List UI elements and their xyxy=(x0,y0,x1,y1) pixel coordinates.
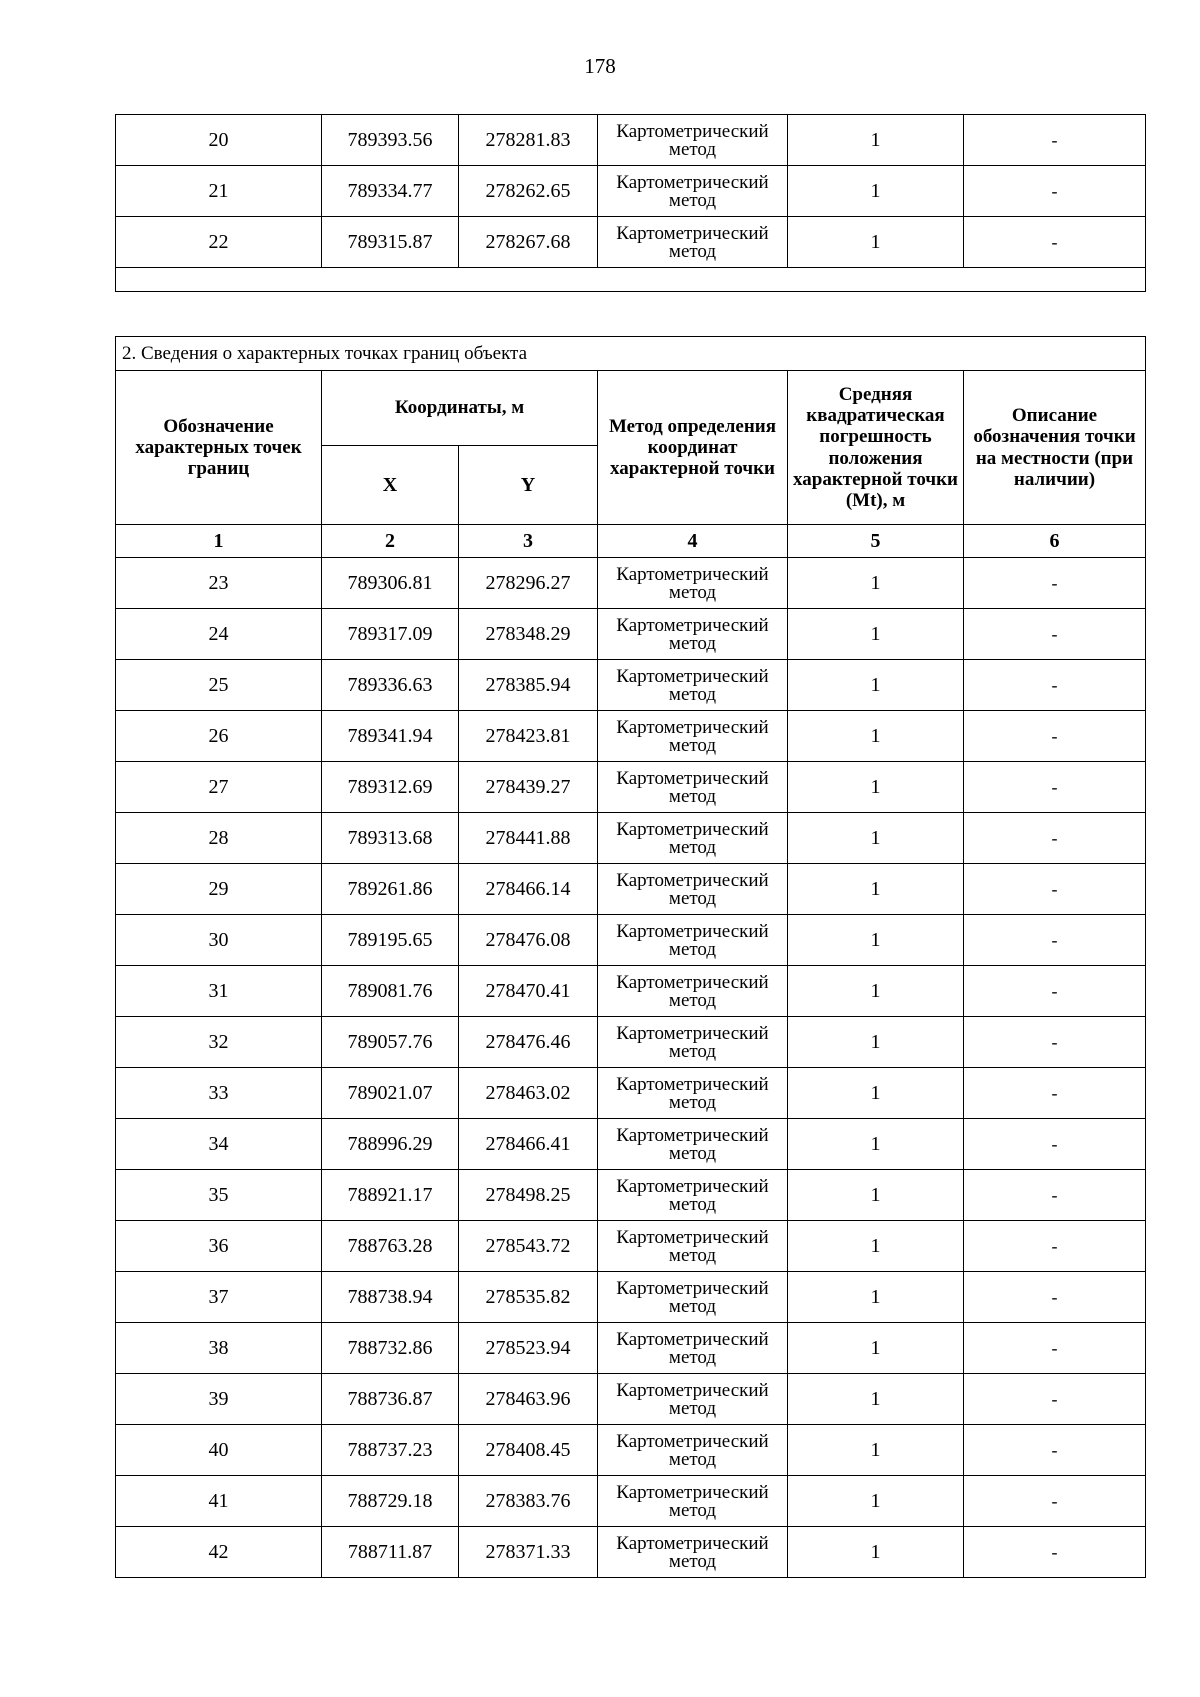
header-error: Средняя квадратическая погрешность положения характерной точки (Mt), м xyxy=(788,371,964,525)
method-cell xyxy=(598,166,788,217)
point-cell: 29 xyxy=(116,864,322,915)
method-cell xyxy=(598,1119,788,1170)
mt-cell: 1 xyxy=(788,762,964,813)
y-cell: 278476.08 xyxy=(459,915,598,966)
table-row xyxy=(116,1425,1146,1476)
x-cell: 789081.76 xyxy=(322,966,459,1017)
column-number: 6 xyxy=(964,525,1146,558)
mt-cell: 1 xyxy=(788,166,964,217)
method-line: Картометрический xyxy=(616,1329,769,1351)
description-cell: - xyxy=(964,1323,1146,1374)
blank-cell xyxy=(116,268,1146,292)
section-title: 2. Сведения о характерных точках границ объекта xyxy=(116,337,1146,371)
point-cell: 25 xyxy=(116,660,322,711)
method-line: метод xyxy=(668,734,717,756)
description-cell: - xyxy=(964,711,1146,762)
mt-cell: 1 xyxy=(788,1068,964,1119)
description-cell: - xyxy=(964,558,1146,609)
point-cell: 32 xyxy=(116,1017,322,1068)
table-row xyxy=(116,915,1146,966)
header-point-designation: Обозначение характерных точек границ xyxy=(116,371,322,525)
description-cell: - xyxy=(964,1527,1146,1578)
point-cell: 22 xyxy=(116,217,322,268)
column-number: 2 xyxy=(322,525,459,558)
point-cell: 30 xyxy=(116,915,322,966)
mt-cell: 1 xyxy=(788,558,964,609)
point-cell: 27 xyxy=(116,762,322,813)
table-row xyxy=(116,558,1146,609)
method-cell xyxy=(598,711,788,762)
y-cell: 278385.94 xyxy=(459,660,598,711)
table-row xyxy=(116,1068,1146,1119)
top-table-body xyxy=(116,115,1146,292)
method-line: метод xyxy=(668,1244,717,1266)
description-cell: - xyxy=(964,864,1146,915)
method-cell xyxy=(598,1527,788,1578)
method-line: метод xyxy=(668,1295,717,1317)
description-cell: - xyxy=(964,1017,1146,1068)
point-cell: 26 xyxy=(116,711,322,762)
x-cell: 789341.94 xyxy=(322,711,459,762)
mt-cell: 1 xyxy=(788,1170,964,1221)
method-line: Картометрический xyxy=(616,172,769,194)
method-cell xyxy=(598,558,788,609)
mt-cell: 1 xyxy=(788,915,964,966)
method-line: метод xyxy=(668,581,717,603)
point-cell: 21 xyxy=(116,166,322,217)
method-cell xyxy=(598,1272,788,1323)
x-cell: 788737.23 xyxy=(322,1425,459,1476)
x-cell: 788738.94 xyxy=(322,1272,459,1323)
table-row xyxy=(116,762,1146,813)
main-table-body xyxy=(116,558,1146,1578)
method-line: Картометрический xyxy=(616,1227,769,1249)
mt-cell: 1 xyxy=(788,660,964,711)
method-cell xyxy=(598,1068,788,1119)
method-line: Картометрический xyxy=(616,1533,769,1555)
table-row xyxy=(116,711,1146,762)
table-row xyxy=(116,1374,1146,1425)
mt-cell: 1 xyxy=(788,711,964,762)
method-line: Картометрический xyxy=(616,666,769,688)
point-cell: 20 xyxy=(116,115,322,166)
y-cell: 278470.41 xyxy=(459,966,598,1017)
y-cell: 278523.94 xyxy=(459,1323,598,1374)
y-cell: 278267.68 xyxy=(459,217,598,268)
table-row xyxy=(116,1017,1146,1068)
y-cell: 278383.76 xyxy=(459,1476,598,1527)
mt-cell: 1 xyxy=(788,1323,964,1374)
table-row xyxy=(116,1272,1146,1323)
method-cell xyxy=(598,915,788,966)
y-cell: 278262.65 xyxy=(459,166,598,217)
method-line: Картометрический xyxy=(616,717,769,739)
x-cell: 788736.87 xyxy=(322,1374,459,1425)
method-line: метод xyxy=(668,989,717,1011)
x-cell: 788732.86 xyxy=(322,1323,459,1374)
y-cell: 278439.27 xyxy=(459,762,598,813)
column-number: 1 xyxy=(116,525,322,558)
description-cell: - xyxy=(964,813,1146,864)
method-cell xyxy=(598,1476,788,1527)
method-line: Картометрический xyxy=(616,921,769,943)
x-cell: 789021.07 xyxy=(322,1068,459,1119)
method-line: Картометрический xyxy=(616,564,769,586)
method-line: метод xyxy=(668,632,717,654)
point-cell: 40 xyxy=(116,1425,322,1476)
method-cell xyxy=(598,1017,788,1068)
header-method: Метод определения координат характерной точки xyxy=(598,371,788,525)
method-cell xyxy=(598,966,788,1017)
mt-cell: 1 xyxy=(788,1527,964,1578)
point-cell: 34 xyxy=(116,1119,322,1170)
point-cell: 33 xyxy=(116,1068,322,1119)
x-cell: 788921.17 xyxy=(322,1170,459,1221)
method-line: метод xyxy=(668,189,717,211)
y-cell: 278371.33 xyxy=(459,1527,598,1578)
mt-cell: 1 xyxy=(788,1221,964,1272)
y-cell: 278466.41 xyxy=(459,1119,598,1170)
method-cell xyxy=(598,115,788,166)
header-y: Y xyxy=(459,446,598,525)
description-cell: - xyxy=(964,1425,1146,1476)
method-line: метод xyxy=(668,1193,717,1215)
x-cell: 788711.87 xyxy=(322,1527,459,1578)
point-cell: 38 xyxy=(116,1323,322,1374)
y-cell: 278348.29 xyxy=(459,609,598,660)
mt-cell: 1 xyxy=(788,864,964,915)
column-number: 5 xyxy=(788,525,964,558)
x-cell: 789306.81 xyxy=(322,558,459,609)
y-cell: 278423.81 xyxy=(459,711,598,762)
method-line: метод xyxy=(668,785,717,807)
y-cell: 278476.46 xyxy=(459,1017,598,1068)
point-cell: 31 xyxy=(116,966,322,1017)
y-cell: 278281.83 xyxy=(459,115,598,166)
point-cell: 24 xyxy=(116,609,322,660)
mt-cell: 1 xyxy=(788,1476,964,1527)
method-line: метод xyxy=(668,138,717,160)
mt-cell: 1 xyxy=(788,217,964,268)
description-cell: - xyxy=(964,1068,1146,1119)
description-cell: - xyxy=(964,1170,1146,1221)
method-cell xyxy=(598,864,788,915)
method-line: Картометрический xyxy=(616,1125,769,1147)
table-row xyxy=(116,217,1146,268)
method-line: Картометрический xyxy=(616,1431,769,1453)
method-line: Картометрический xyxy=(616,768,769,790)
table-row xyxy=(116,1170,1146,1221)
point-cell: 36 xyxy=(116,1221,322,1272)
method-line: Картометрический xyxy=(616,1023,769,1045)
method-line: метод xyxy=(668,683,717,705)
point-cell: 35 xyxy=(116,1170,322,1221)
description-cell: - xyxy=(964,1476,1146,1527)
mt-cell: 1 xyxy=(788,609,964,660)
method-line: Картометрический xyxy=(616,819,769,841)
method-cell xyxy=(598,762,788,813)
column-number: 3 xyxy=(459,525,598,558)
method-line: метод xyxy=(668,240,717,262)
blank-row xyxy=(116,268,1146,292)
description-cell: - xyxy=(964,915,1146,966)
y-cell: 278463.02 xyxy=(459,1068,598,1119)
x-cell: 788729.18 xyxy=(322,1476,459,1527)
method-line: Картометрический xyxy=(616,870,769,892)
description-cell: - xyxy=(964,660,1146,711)
y-cell: 278466.14 xyxy=(459,864,598,915)
method-line: метод xyxy=(668,1346,717,1368)
y-cell: 278408.45 xyxy=(459,1425,598,1476)
method-line: Картометрический xyxy=(616,1278,769,1300)
table-row xyxy=(116,1119,1146,1170)
method-cell xyxy=(598,609,788,660)
description-cell: - xyxy=(964,217,1146,268)
method-line: метод xyxy=(668,1040,717,1062)
y-cell: 278296.27 xyxy=(459,558,598,609)
method-cell xyxy=(598,1323,788,1374)
x-cell: 789336.63 xyxy=(322,660,459,711)
table-row xyxy=(116,1323,1146,1374)
method-line: метод xyxy=(668,1499,717,1521)
method-cell xyxy=(598,1425,788,1476)
method-cell xyxy=(598,660,788,711)
point-cell: 37 xyxy=(116,1272,322,1323)
table-row xyxy=(116,966,1146,1017)
x-cell: 789313.68 xyxy=(322,813,459,864)
table-row xyxy=(116,166,1146,217)
method-cell xyxy=(598,1374,788,1425)
description-cell: - xyxy=(964,1119,1146,1170)
point-cell: 23 xyxy=(116,558,322,609)
x-cell: 789393.56 xyxy=(322,115,459,166)
coordinates-table-continued xyxy=(115,114,1146,292)
method-line: метод xyxy=(668,1397,717,1419)
method-cell xyxy=(598,813,788,864)
y-cell: 278463.96 xyxy=(459,1374,598,1425)
description-cell: - xyxy=(964,762,1146,813)
page-number: 178 xyxy=(584,54,616,78)
mt-cell: 1 xyxy=(788,1017,964,1068)
mt-cell: 1 xyxy=(788,1119,964,1170)
table-row xyxy=(116,813,1146,864)
table-row xyxy=(116,115,1146,166)
description-cell: - xyxy=(964,966,1146,1017)
method-cell xyxy=(598,1221,788,1272)
method-line: Картометрический xyxy=(616,615,769,637)
mt-cell: 1 xyxy=(788,813,964,864)
table-row xyxy=(116,864,1146,915)
x-cell: 789315.87 xyxy=(322,217,459,268)
method-line: метод xyxy=(668,1448,717,1470)
method-line: Картометрический xyxy=(616,1482,769,1504)
x-cell: 789195.65 xyxy=(322,915,459,966)
x-cell: 789312.69 xyxy=(322,762,459,813)
method-line: метод xyxy=(668,887,717,909)
method-line: метод xyxy=(668,1091,717,1113)
description-cell: - xyxy=(964,1221,1146,1272)
header-description: Описание обозначения точки на местности (при наличии) xyxy=(964,371,1146,525)
description-cell: - xyxy=(964,1374,1146,1425)
point-cell: 39 xyxy=(116,1374,322,1425)
mt-cell: 1 xyxy=(788,1272,964,1323)
mt-cell: 1 xyxy=(788,1374,964,1425)
mt-cell: 1 xyxy=(788,966,964,1017)
method-line: Картометрический xyxy=(616,1074,769,1096)
description-cell: - xyxy=(964,115,1146,166)
method-line: метод xyxy=(668,1142,717,1164)
description-cell: - xyxy=(964,609,1146,660)
method-line: Картометрический xyxy=(616,1176,769,1198)
method-line: метод xyxy=(668,938,717,960)
y-cell: 278535.82 xyxy=(459,1272,598,1323)
y-cell: 278543.72 xyxy=(459,1221,598,1272)
point-cell: 41 xyxy=(116,1476,322,1527)
y-cell: 278441.88 xyxy=(459,813,598,864)
header-coordinates: Координаты, м xyxy=(322,371,598,446)
x-cell: 788763.28 xyxy=(322,1221,459,1272)
x-cell: 789261.86 xyxy=(322,864,459,915)
mt-cell: 1 xyxy=(788,1425,964,1476)
method-cell xyxy=(598,1170,788,1221)
table-row xyxy=(116,609,1146,660)
method-line: метод xyxy=(668,836,717,858)
mt-cell: 1 xyxy=(788,115,964,166)
table-row xyxy=(116,660,1146,711)
method-line: Картометрический xyxy=(616,1380,769,1402)
description-cell: - xyxy=(964,1272,1146,1323)
table-row xyxy=(116,1476,1146,1527)
characteristic-points-table xyxy=(115,336,1146,1578)
method-line: Картометрический xyxy=(616,972,769,994)
method-cell xyxy=(598,217,788,268)
x-cell: 788996.29 xyxy=(322,1119,459,1170)
point-cell: 28 xyxy=(116,813,322,864)
column-number: 4 xyxy=(598,525,788,558)
method-line: Картометрический xyxy=(616,223,769,245)
table-row xyxy=(116,1221,1146,1272)
description-cell: - xyxy=(964,166,1146,217)
x-cell: 789057.76 xyxy=(322,1017,459,1068)
point-cell: 42 xyxy=(116,1527,322,1578)
header-x: X xyxy=(322,446,459,525)
x-cell: 789334.77 xyxy=(322,166,459,217)
table-row xyxy=(116,1527,1146,1578)
y-cell: 278498.25 xyxy=(459,1170,598,1221)
method-line: метод xyxy=(668,1550,717,1572)
x-cell: 789317.09 xyxy=(322,609,459,660)
method-line: Картометрический xyxy=(616,121,769,143)
